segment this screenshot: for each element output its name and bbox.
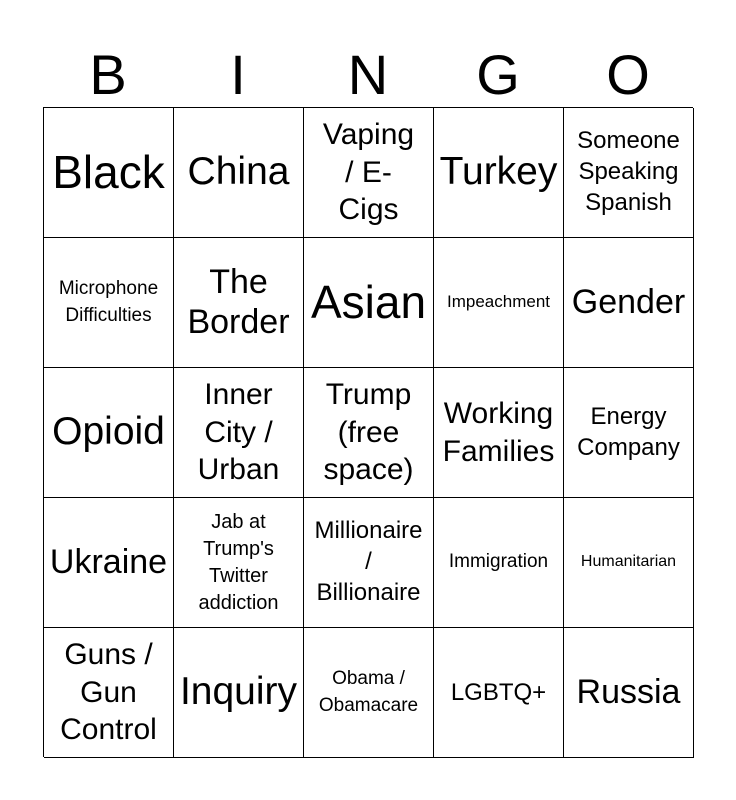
cell-text: Immigration bbox=[448, 551, 549, 573]
cell-text: Asian bbox=[310, 276, 427, 329]
cell-text: Ukraine bbox=[49, 542, 168, 581]
bingo-cell bbox=[44, 628, 174, 758]
bingo-cell bbox=[564, 628, 694, 758]
bingo-header bbox=[43, 42, 693, 108]
cell-text: Vaping / E- Cigs bbox=[322, 118, 415, 227]
bingo-cell bbox=[304, 628, 434, 758]
cell-text: Humanitarian bbox=[580, 553, 677, 571]
cell-text: Energy Company bbox=[577, 402, 680, 461]
cell-text: LGBTQ+ bbox=[450, 678, 547, 706]
cell-text: Obama / Obamacare bbox=[318, 668, 419, 716]
bingo-cell bbox=[304, 498, 434, 628]
bingo-cell bbox=[174, 628, 304, 758]
bingo-cell bbox=[434, 498, 564, 628]
cell-text: Microphone Difficulties bbox=[58, 278, 159, 326]
bingo-cell bbox=[174, 368, 304, 498]
cell-text: Impeachment bbox=[447, 292, 550, 312]
header-letter-n: N bbox=[347, 43, 389, 106]
cell-text: Gender bbox=[571, 282, 686, 321]
bingo-board bbox=[43, 107, 693, 757]
bingo-cell bbox=[44, 238, 174, 368]
bingo-cell bbox=[434, 108, 564, 238]
bingo-cell bbox=[304, 368, 434, 498]
cell-text: China bbox=[187, 150, 290, 194]
header-letter-i: I bbox=[230, 43, 246, 106]
cell-text: Working Families bbox=[442, 397, 555, 468]
cell-text: Black bbox=[52, 146, 165, 199]
bingo-cell bbox=[174, 108, 304, 238]
bingo-cell bbox=[44, 368, 174, 498]
cell-text: Russia bbox=[576, 672, 681, 711]
header-letter-o: O bbox=[606, 43, 650, 106]
bingo-cell bbox=[564, 108, 694, 238]
cell-text: Inner City / Urban bbox=[197, 378, 280, 487]
cell-text: Someone Speaking Spanish bbox=[577, 127, 680, 216]
bingo-cell bbox=[44, 498, 174, 628]
bingo-cell bbox=[564, 498, 694, 628]
cell-text: Jab at Trump's Twitter addiction bbox=[198, 510, 279, 614]
cell-text: Opioid bbox=[52, 410, 165, 454]
cell-text: Guns / Gun Control bbox=[60, 638, 157, 747]
cell-text: Millionaire / Billionaire bbox=[314, 517, 423, 606]
cell-text: Trump (free space) bbox=[323, 378, 414, 487]
bingo-cell bbox=[434, 368, 564, 498]
cell-text: Inquiry bbox=[179, 670, 298, 714]
bingo-cell bbox=[304, 108, 434, 238]
bingo-cell bbox=[174, 498, 304, 628]
bingo-cell bbox=[564, 368, 694, 498]
cell-text: Turkey bbox=[439, 150, 558, 194]
bingo-cell bbox=[564, 238, 694, 368]
bingo-cell bbox=[304, 238, 434, 368]
bingo-cell bbox=[434, 628, 564, 758]
header-letter-g: G bbox=[476, 43, 520, 106]
cell-text: The Border bbox=[187, 263, 290, 341]
bingo-cell bbox=[174, 238, 304, 368]
bingo-cell bbox=[44, 108, 174, 238]
header-letter-b: B bbox=[89, 43, 127, 106]
bingo-cell bbox=[434, 238, 564, 368]
